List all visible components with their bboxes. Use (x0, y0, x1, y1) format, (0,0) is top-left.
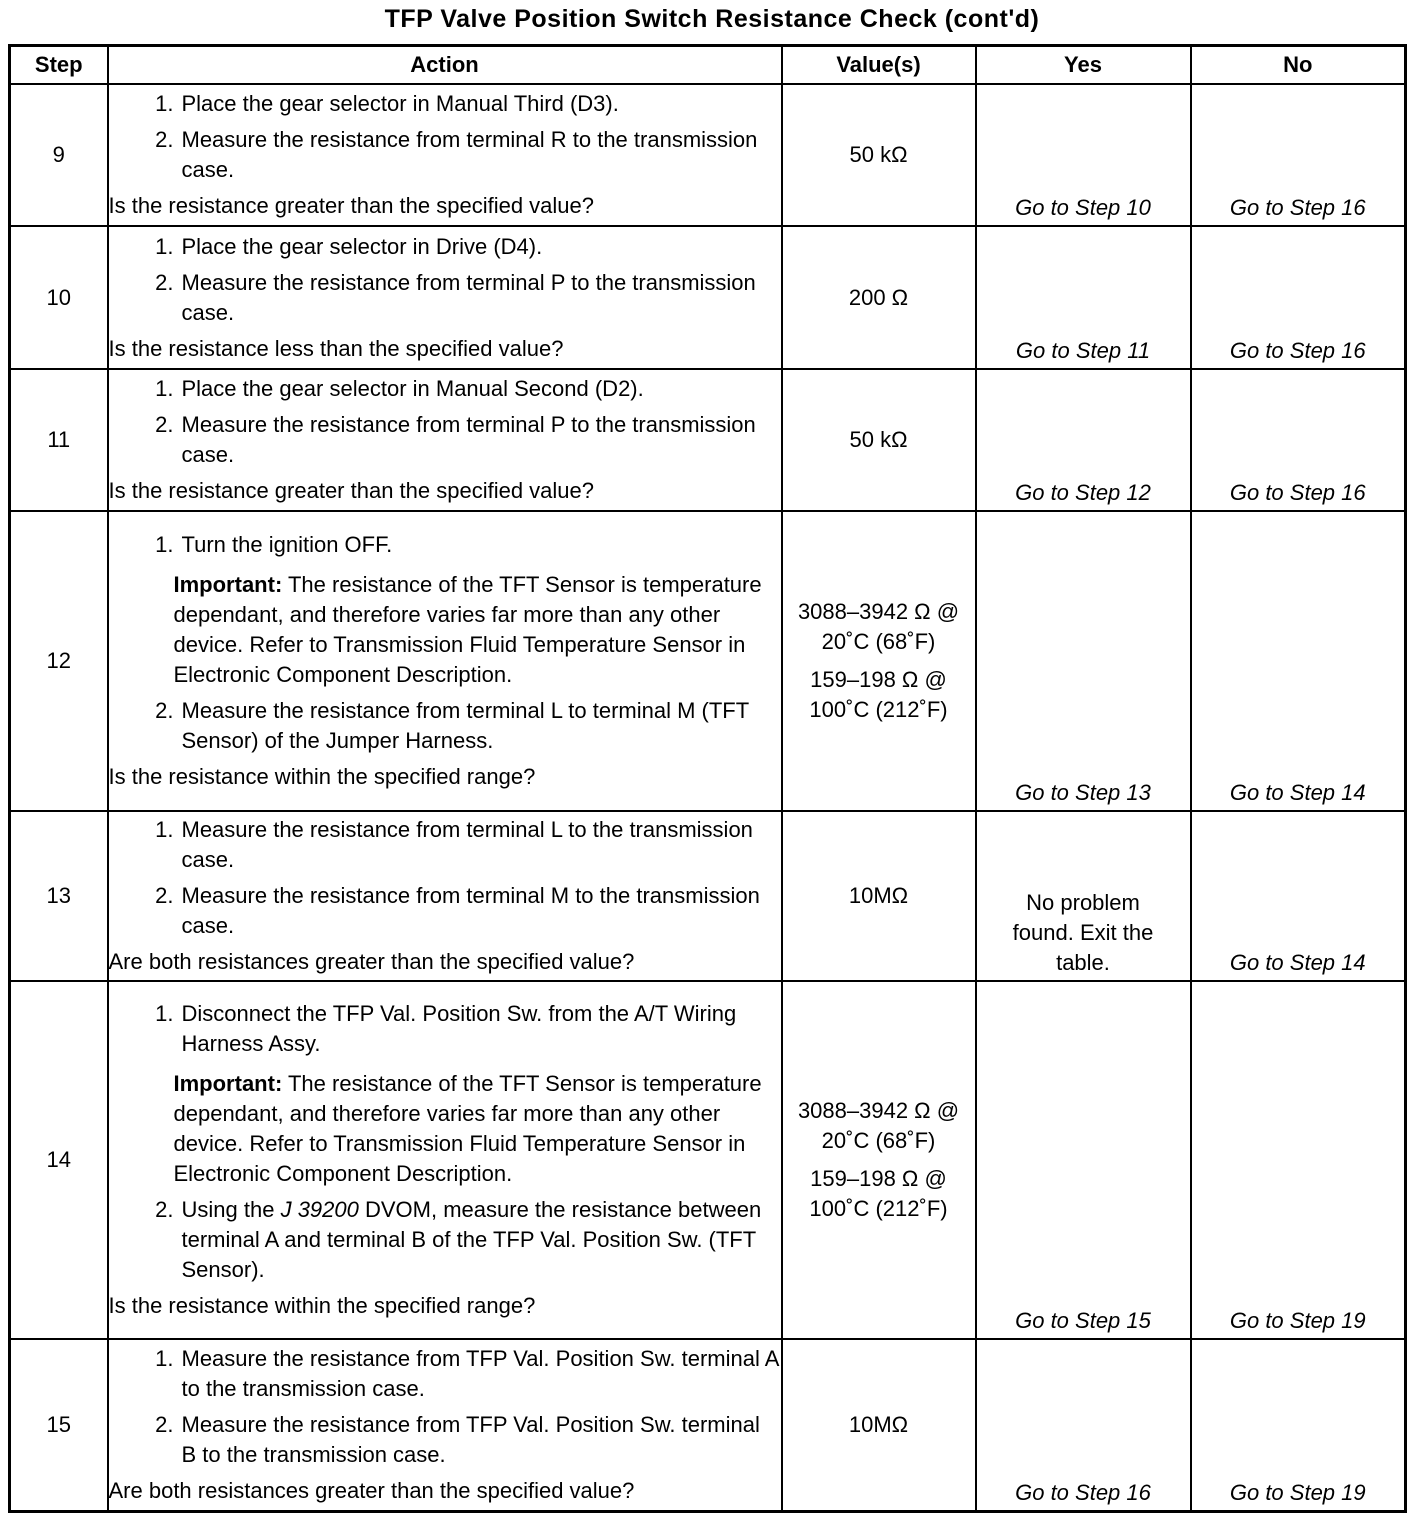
step-number: 12 (10, 511, 108, 811)
action-question: Are both resistances greater than the specified value? (108, 949, 635, 974)
action-item: Measure the resistance from TFP Val. Position Sw. terminal B to the transmission case. (181, 1411, 760, 1467)
header-no: No (1191, 46, 1406, 85)
action-cell: 1. Place the gear selector in Manual Third (D3). 2. Measure the resistance from terminal R to the transmission case. Is the resistance greater than the specified value? (108, 84, 782, 226)
yes-cell (976, 369, 1191, 511)
action-item: Measure the resistance from TFP Val. Position Sw. terminal A to the transmission case. (181, 1345, 779, 1401)
action-cell: 1. Place the gear selector in Manual Second (D2). 2. Measure the resistance from terminal P to the transmission case. Is the resistance greater than the specified value? (108, 369, 782, 511)
yes-link: Go to Step 12 (1015, 480, 1151, 505)
header-action: Action (108, 46, 782, 85)
no-cell (1191, 981, 1406, 1339)
action-item: Place the gear selector in Drive (D4). (181, 233, 543, 259)
action-question: Is the resistance greater than the specified value? (108, 478, 595, 503)
value-line: 100˚C (212˚F) (809, 697, 948, 722)
yes-link: Go to Step 13 (1015, 780, 1151, 805)
value-line: 100˚C (212˚F) (809, 1196, 948, 1221)
action-item: Place the gear selector in Manual Second (D2). (181, 376, 644, 401)
action-item: Measure the resistance from terminal M to the transmission case. (181, 883, 760, 938)
action-item-text: DVOM, measure the resistance between terminal A and terminal B of the TFP Val. Position Sw. (TFT Sensor). (181, 1197, 762, 1282)
value-line: 20˚C (68˚F) (821, 1128, 936, 1153)
action-question: Is the resistance greater than the specified value? (108, 193, 595, 218)
no-cell (1191, 226, 1406, 369)
no-cell (1191, 1339, 1406, 1511)
value-cell: 50 kΩ (782, 84, 976, 226)
important-label: Important: (173, 572, 283, 597)
action-item: Measure the resistance from terminal P to the transmission case. (181, 412, 756, 467)
diagnostic-table (8, 44, 1407, 1513)
yes-link: Go to Step 11 (1015, 338, 1151, 363)
no-link: Go to Step 14 (1229, 950, 1366, 975)
no-problem-text: No problem found. Exit the table. (1012, 890, 1154, 975)
value-cell: 50 kΩ (782, 369, 976, 511)
value-line: 159–198 Ω @ (810, 1166, 947, 1191)
action-item-text: Using the (181, 1197, 275, 1222)
no-cell (1191, 811, 1406, 981)
step-number: 13 (10, 811, 108, 981)
yes-link: Go to Step 16 (1015, 1479, 1151, 1505)
step-number: 9 (10, 84, 108, 226)
table-row (10, 226, 1406, 369)
yes-cell (976, 226, 1191, 369)
yes-cell (976, 511, 1191, 811)
important-label: Important: (173, 1071, 283, 1096)
no-cell (1191, 369, 1406, 511)
action-item: Measure the resistance from terminal P to the transmission case. (181, 269, 756, 325)
page-title: TFP Valve Position Switch Resistance Check (cont'd) (384, 5, 1040, 33)
action-item: Turn the ignition OFF. (181, 532, 393, 557)
header-yes: Yes (976, 46, 1191, 85)
action-question: Are both resistances greater than the specified value? (108, 1477, 635, 1503)
no-link: Go to Step 19 (1229, 1308, 1366, 1333)
action-cell: 1. Turn the ignition OFF. Important: The resistance of the TFT Sensor is temperature dependant, and therefore varies far more than any other device. Refer to Transmission Fluid Temperature Sensor in Electronic Component Description. 2. Measure the resistance from terminal L to terminal M (TFT Sensor) of the Jumper Harness. Is the resistance within the specified range? (108, 511, 782, 811)
table-row (10, 369, 1406, 511)
action-item: Measure the resistance from terminal L to terminal M (TFT Sensor) of the Jumper Harness. (181, 698, 749, 753)
value-cell: 10MΩ (782, 1339, 976, 1511)
no-link: Go to Step 14 (1229, 780, 1366, 805)
yes-link: Go to Step 15 (1015, 1308, 1151, 1333)
action-item (182, 1195, 781, 1285)
action-question: Is the resistance within the specified range? (108, 1293, 536, 1318)
important-note (109, 1069, 781, 1189)
value-line: 3088–3942 Ω @ (797, 599, 960, 624)
action-cell: 1. Disconnect the TFP Val. Position Sw. from the A/T Wiring Harness Assy. Important: The resistance of the TFT Sensor is temperature dependant, and therefore varies far more than any other device. Refer to Transmission Fluid Temperature Sensor in Electronic Component Description. 2. Using the J 39200 DVOM, measure the resistance between terminal A and terminal B of the TFP Val. Position Sw. (TFT Sensor). Is the resistance within the specified range? (108, 981, 782, 1339)
value-cell: 10MΩ (782, 811, 976, 981)
value-cell: 200 Ω (782, 226, 976, 369)
step-number: 10 (10, 226, 108, 369)
action-cell: 1. Place the gear selector in Drive (D4). 2. Measure the resistance from terminal P to the transmission case. Is the resistance less than the specified value? (108, 226, 782, 369)
yes-link: Go to Step 10 (1015, 195, 1151, 220)
step-number: 15 (10, 1339, 108, 1511)
table-row (10, 511, 1406, 811)
table-row (10, 811, 1406, 981)
action-item: Disconnect the TFP Val. Position Sw. from the A/T Wiring Harness Assy. (181, 1001, 737, 1056)
important-text: The resistance of the TFT Sensor is temperature dependant, and therefore varies far more than any other device. Refer to Transmission Fluid Temperature Sensor in Electronic Component Description. (173, 1071, 762, 1186)
no-link: Go to Step 16 (1229, 195, 1366, 220)
no-link: Go to Step 16 (1229, 338, 1366, 363)
yes-cell (976, 811, 1191, 981)
step-number: 14 (10, 981, 108, 1339)
tool-name: J 39200 (280, 1197, 359, 1222)
action-item: Measure the resistance from terminal R to the transmission case. (181, 127, 758, 182)
action-cell: 1. Measure the resistance from terminal L to the transmission case. 2. Measure the resistance from terminal M to the transmission case. Are both resistances greater than the specified value? (108, 811, 782, 981)
header-values: Value(s) (782, 46, 976, 85)
action-item: Measure the resistance from terminal L to the transmission case. (181, 817, 753, 872)
table-row (10, 84, 1406, 226)
no-link: Go to Step 16 (1229, 480, 1366, 505)
table-row (10, 981, 1406, 1339)
yes-cell (976, 1339, 1191, 1511)
value-line: 20˚C (68˚F) (821, 629, 936, 654)
no-cell (1191, 511, 1406, 811)
value-cell (782, 511, 976, 811)
action-cell: 1. Measure the resistance from TFP Val. Position Sw. terminal A to the transmission case. 2. Measure the resistance from TFP Val. Position Sw. terminal B to the transmission case. Are both resistances greater than the specified value? (108, 1339, 782, 1511)
no-link: Go to Step 19 (1229, 1479, 1366, 1505)
table-header-row (10, 46, 1406, 85)
step-number: 11 (10, 369, 108, 511)
header-step: Step (10, 46, 108, 85)
yes-cell (976, 981, 1191, 1339)
action-question: Is the resistance within the specified range? (108, 764, 536, 789)
action-question: Is the resistance less than the specified value? (108, 335, 564, 361)
table-row (10, 1339, 1406, 1511)
value-line: 159–198 Ω @ (810, 667, 947, 692)
no-cell (1191, 84, 1406, 226)
action-item: Place the gear selector in Manual Third (D3). (181, 91, 619, 116)
important-text: The resistance of the TFT Sensor is temperature dependant, and therefore varies far more than any other device. Refer to Transmission Fluid Temperature Sensor in Electronic Component Description. (173, 572, 762, 687)
value-line: 3088–3942 Ω @ (797, 1098, 960, 1123)
yes-cell (976, 84, 1191, 226)
important-note (109, 570, 781, 690)
value-cell (782, 981, 976, 1339)
